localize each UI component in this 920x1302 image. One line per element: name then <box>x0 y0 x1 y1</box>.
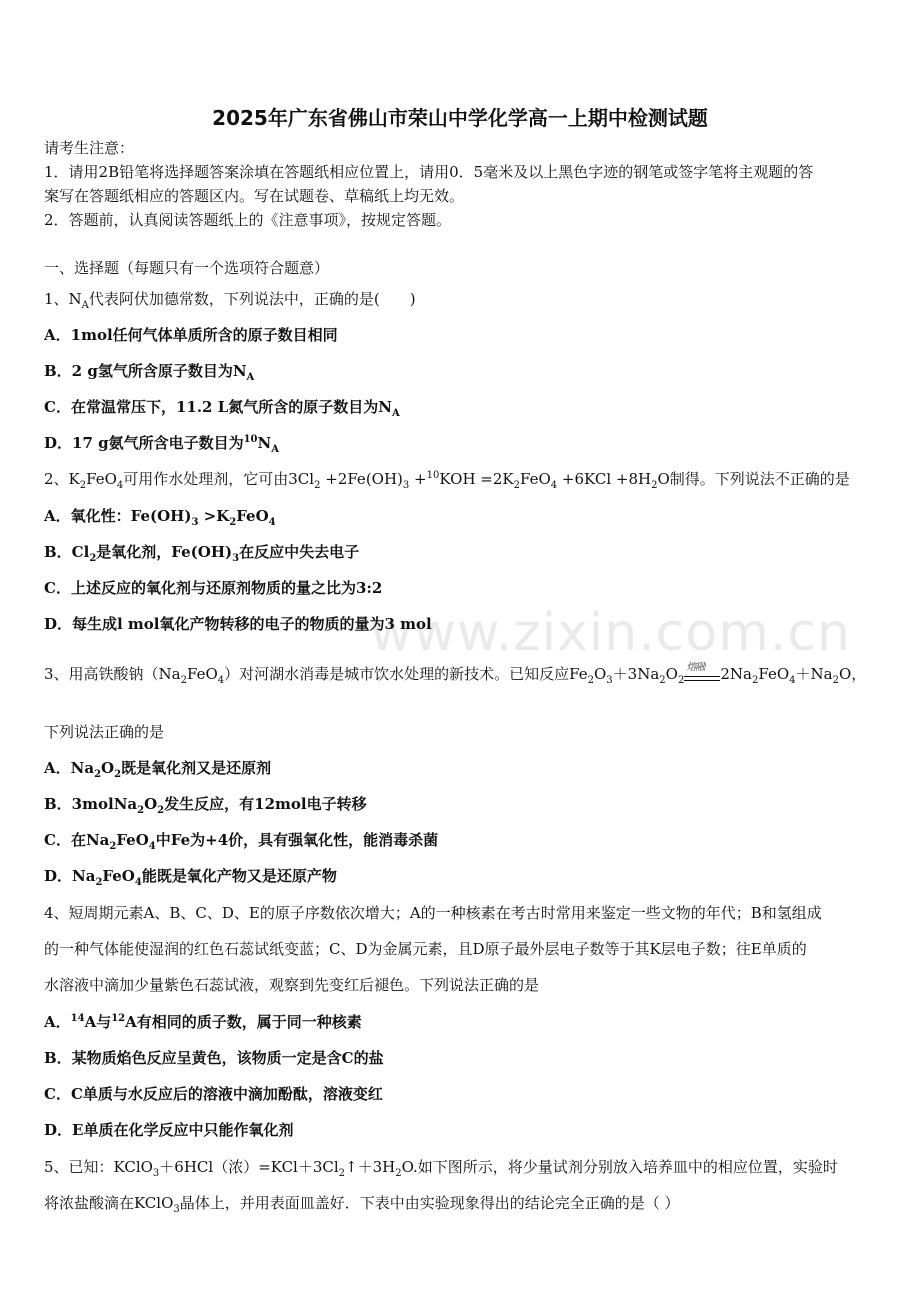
q2-option-a: A．氧化性：$Fe(OH)_3 >K_2FeO_4$ <box>44 507 276 528</box>
q2-option-d: D．每生成l mol氧化产物转移的电子的物质的量为3 mol <box>44 615 432 633</box>
notice-line-2: 案写在答题纸相应的答题区内。写在试题卷、草稿纸上均无效。 <box>44 187 465 205</box>
q1-stem: 1、$N_A$代表阿伏加德常数，下列说法中，正确的是( ) <box>44 290 416 311</box>
watermark: www.zixin.com.cn <box>370 603 851 663</box>
notice-heading: 请考生注意： <box>44 139 135 157</box>
q1-option-c: C．在常温常压下，11.2 L氮气所含的原子数目为$N_A$ <box>44 398 400 419</box>
q4-option-c: C．C单质与水反应后的溶液中滴加酚酞，溶液变红 <box>44 1085 383 1103</box>
notice-line-1: 1．请用2B铅笔将选择题答案涂填在答题纸相应位置上，请用0．5毫米及以上黑色字迹的钢笔或签字笔将主观题的答 <box>44 163 814 181</box>
q3-option-c: C．在$Na_2FeO_4$中Fe为+4价，具有强氧化性，能消毒杀菌 <box>44 831 439 852</box>
q5-stem-line-2: 将浓盐酸滴在KClO$_3$晶体上，并用表面皿盖好．下表中由实验现象得出的结论完全正确的是（ ） <box>44 1194 680 1215</box>
page-title: 2025年广东省佛山市荣山中学化学高一上期中检测试题 <box>212 106 708 130</box>
q3-stem: 3、用高铁酸钠$(Na_2FeO_4)$对河湖水消毒是城市饮水处理的新技术。已知反应$Fe_2O_3+3Na_2O_2$ 熔融 $2Na_2FeO_4+Na_2O$， <box>44 662 867 686</box>
section-heading: 一、选择题（每题只有一个选项符合题意） <box>44 259 330 277</box>
q3-stem-line-2: 下列说法正确的是 <box>44 723 165 741</box>
q1-option-a: A．1mol任何气体单质所含的原子数目相同 <box>44 326 338 344</box>
q3-option-d: D．$Na_2FeO_4$能既是氧化产物又是还原产物 <box>44 867 337 888</box>
reaction-condition: 熔融 <box>684 665 720 685</box>
q2-option-b: B．$Cl_2$是氧化剂，$Fe(OH)_3$在反应中失去电子 <box>44 543 360 564</box>
q5-stem-line-1: 5、已知：KClO$_3$＋6HCl（浓）$=KCl+3Cl_2↑+3H_2O$.如下图所示，将少量试剂分别放入培养皿中的相应位置，实验时 <box>44 1158 838 1179</box>
q4-stem-line-3: 水溶液中滴加少量紫色石蕊试液，观察到先变红后褪色。下列说法正确的是 <box>44 976 540 994</box>
q4-option-b: B．某物质焰色反应呈黄色，该物质一定是含C的盐 <box>44 1049 384 1067</box>
q3-option-a: A．$Na_2O_2$既是氧化剂又是还原剂 <box>44 759 272 780</box>
q2-stem: 2、$K_2FeO_4$可用作水处理剂，它可由$3Cl_2 +2Fe(OH)_3 +^{10}KOH =2K_2FeO_4 +6KCl +8H_2O$制得。下列说法不正确的是 <box>44 470 850 491</box>
q2-option-c: C．上述反应的氧化剂与还原剂物质的量之比为3:2 <box>44 579 383 597</box>
q4-option-d: D．E单质在化学反应中只能作氧化剂 <box>44 1121 294 1139</box>
q4-option-a: A．$^{14}$A与$^{12}$A有相同的质子数，属于同一种核素 <box>44 1013 362 1031</box>
q1-option-d: D．17 g氨气所含电子数目为$^{10}N_A$ <box>44 434 279 455</box>
q4-stem-line-1: 4、短周期元素A、B、C、D、E的原子序数依次增大；A的一种核素在考古时常用来鉴定一些文物的年代；B和氢组成 <box>44 904 822 922</box>
notice-line-3: 2．答题前，认真阅读答题纸上的《注意事项》，按规定答题。 <box>44 211 452 229</box>
q1-option-b: B．2 g氢气所含原子数目为$N_A$ <box>44 362 255 383</box>
q4-stem-line-2: 的一种气体能使湿润的红色石蕊试纸变蓝；C、D为金属元素，且D原子最外层电子数等于其K层电子数；往E单质的 <box>44 940 807 958</box>
q3-option-b: B．$3molNa_2O_2$发生反应，有12mol电子转移 <box>44 795 367 816</box>
